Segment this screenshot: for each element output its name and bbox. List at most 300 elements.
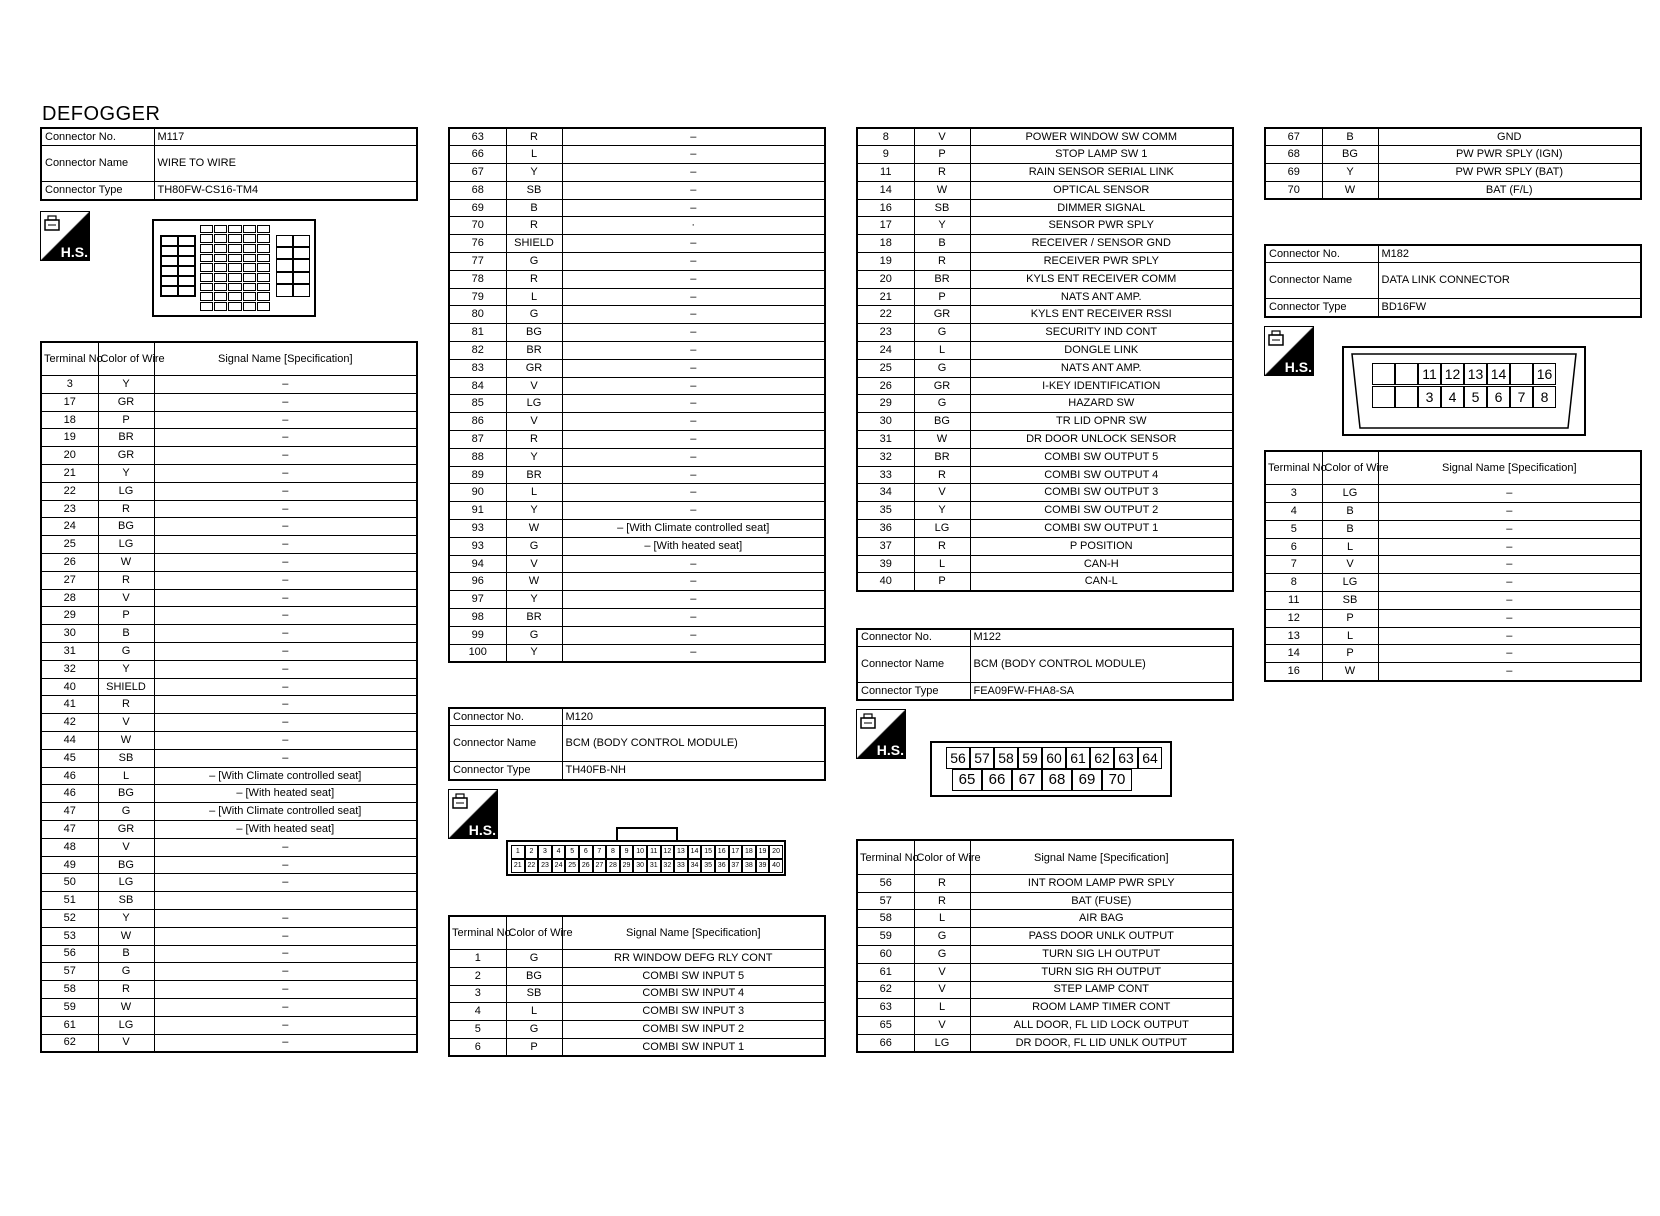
wire-color: V: [506, 413, 562, 431]
column-2: [448, 127, 826, 1057]
connector-pin: 61: [1066, 747, 1090, 769]
table-row: [857, 377, 1233, 395]
signal-name: AIR BAG: [970, 910, 1233, 928]
terminal-no: 50: [41, 874, 98, 892]
signal-name: –: [154, 678, 417, 696]
table-row: [449, 1003, 825, 1021]
table-row: [41, 927, 417, 945]
terminal-no: 34: [857, 484, 914, 502]
wire-color: W: [914, 431, 970, 449]
signal-name: NATS ANT AMP.: [970, 288, 1233, 306]
terminal-no: 57: [857, 892, 914, 910]
table-row: [41, 714, 417, 732]
signal-name: –: [154, 1016, 417, 1034]
table-row: [857, 448, 1233, 466]
connector-pin: 27: [593, 859, 607, 873]
connector-pin: 12: [1441, 363, 1464, 385]
connector-pin: 2: [525, 845, 539, 859]
table-row: [1265, 128, 1641, 146]
wire-color: B: [98, 625, 154, 643]
terminal-no: 5: [449, 1021, 506, 1039]
signal-name: KYLS ENT RECEIVER RSSI: [970, 306, 1233, 324]
wire-color: BR: [914, 448, 970, 466]
table-row: [1265, 556, 1641, 574]
terminal-no: 4: [449, 1003, 506, 1021]
table-row: [449, 270, 825, 288]
terminal-no: 100: [449, 644, 506, 662]
table-row: [41, 429, 417, 447]
table-row: [857, 999, 1233, 1017]
wire-color: SHIELD: [98, 678, 154, 696]
connector-pin: 33: [674, 859, 688, 873]
table-row: [449, 448, 825, 466]
signal-name: –: [562, 644, 825, 662]
connector-pin: 62: [1090, 747, 1114, 769]
connector-pin: 57: [970, 747, 994, 769]
wire-color: BG: [98, 856, 154, 874]
table-row: [857, 874, 1233, 892]
signal-name: –: [1378, 520, 1641, 538]
signal-name: –: [1378, 556, 1641, 574]
terminal-no: 29: [857, 395, 914, 413]
table-row: [1265, 574, 1641, 592]
column-3: [856, 127, 1234, 1053]
table-row: [857, 1017, 1233, 1035]
terminal-no: 47: [41, 803, 98, 821]
terminal-table-m120: [448, 915, 826, 1058]
wire-color: GR: [914, 377, 970, 395]
terminal-no: 14: [857, 181, 914, 199]
table-row: [857, 288, 1233, 306]
connector-diagram-m122: [856, 701, 1234, 839]
table-row: [41, 856, 417, 874]
connector-pin: 65: [952, 769, 982, 791]
terminal-no: 42: [41, 714, 98, 732]
terminal-no: 21: [857, 288, 914, 306]
table-row: [41, 625, 417, 643]
wire-color: W: [1322, 663, 1378, 681]
connector-pin: 11: [1418, 363, 1441, 385]
terminal-no: 57: [41, 963, 98, 981]
table-row: [857, 963, 1233, 981]
harness-side-icon: [448, 789, 498, 839]
column-1: [40, 127, 418, 1053]
signal-name: DR DOOR UNLOCK SENSOR: [970, 431, 1233, 449]
signal-name: DR DOOR, FL LID UNLK OUTPUT: [970, 1034, 1233, 1052]
table-row: [1265, 485, 1641, 503]
table-row: [41, 678, 417, 696]
terminal-no: 9: [857, 146, 914, 164]
table-row: [41, 500, 417, 518]
terminal-no: 24: [857, 342, 914, 360]
signal-name: – [With Climate controlled seat]: [154, 767, 417, 785]
connector-pin: 25: [565, 859, 579, 873]
terminal-no: 84: [449, 377, 506, 395]
wire-color: V: [98, 1034, 154, 1052]
connector-pin: 36: [715, 859, 729, 873]
signal-name: –: [154, 714, 417, 732]
table-row: [41, 803, 417, 821]
terminal-no: 96: [449, 573, 506, 591]
signal-name: –: [154, 447, 417, 465]
wire-color: Y: [98, 910, 154, 928]
terminal-no: 83: [449, 359, 506, 377]
connector-no-label: Connector No.: [1265, 245, 1378, 263]
signal-name: –: [154, 856, 417, 874]
signal-name: STOP LAMP SW 1: [970, 146, 1233, 164]
wire-color: P: [914, 288, 970, 306]
table-row: [41, 749, 417, 767]
m120-latch: [616, 827, 678, 841]
signal-name: –: [1378, 574, 1641, 592]
table-row: [41, 785, 417, 803]
connector-pin: 66: [982, 769, 1012, 791]
table-row: [857, 537, 1233, 555]
table-row: [857, 199, 1233, 217]
wire-color: P: [506, 1038, 562, 1056]
signal-name: –: [562, 128, 825, 146]
wire-color: G: [506, 253, 562, 271]
header-signal: Signal Name [Specification]: [562, 916, 825, 950]
terminal-no: 70: [1265, 181, 1322, 199]
wire-color: R: [506, 128, 562, 146]
connector-pin: 63: [1114, 747, 1138, 769]
wire-color: BG: [506, 324, 562, 342]
wire-color: W: [98, 554, 154, 572]
table-row: [41, 482, 417, 500]
table-row: [41, 892, 417, 910]
connector-pin: 6: [1487, 386, 1510, 408]
wire-color: GR: [98, 393, 154, 411]
wire-color: V: [1322, 556, 1378, 574]
wire-color: BG: [506, 967, 562, 985]
connector-type-value: BD16FW: [1378, 299, 1641, 317]
connector-info-m122: [856, 628, 1234, 702]
wire-color: P: [1322, 645, 1378, 663]
wire-color: L: [1322, 627, 1378, 645]
terminal-no: 65: [857, 1017, 914, 1035]
table-row: [1265, 609, 1641, 627]
connector-pin: 3: [538, 845, 552, 859]
harness-side-icon: [40, 211, 90, 261]
wire-color: W: [914, 181, 970, 199]
signal-name: I-KEY IDENTIFICATION: [970, 377, 1233, 395]
connector-pin: 8: [1533, 386, 1556, 408]
terminal-no: 2: [449, 967, 506, 985]
wire-color: R: [506, 431, 562, 449]
terminal-no: 26: [857, 377, 914, 395]
terminal-no: 3: [41, 376, 98, 394]
connector-pin: 19: [756, 845, 770, 859]
wire-color: B: [1322, 503, 1378, 521]
terminal-no: 24: [41, 518, 98, 536]
table-row: [41, 945, 417, 963]
connector-type-value: TH80FW-CS16-TM4: [154, 182, 417, 200]
terminal-no: 32: [857, 448, 914, 466]
terminal-no: 89: [449, 466, 506, 484]
signal-name: – [With heated seat]: [154, 785, 417, 803]
signal-name: –: [562, 484, 825, 502]
table-row: [857, 324, 1233, 342]
terminal-no: 79: [449, 288, 506, 306]
signal-name: –: [1378, 592, 1641, 610]
wire-color: G: [506, 1021, 562, 1039]
hs-label: H.S.: [468, 821, 496, 838]
terminal-no: 88: [449, 448, 506, 466]
signal-name: –: [562, 235, 825, 253]
signal-name: –: [154, 1034, 417, 1052]
wire-color: G: [506, 306, 562, 324]
connector-no-value: M182: [1378, 245, 1641, 263]
signal-name: BAT (F/L): [1378, 181, 1641, 199]
page-title: DEFOGGER: [42, 103, 161, 125]
signal-name: RR WINDOW DEFG RLY CONT: [562, 950, 825, 968]
signal-name: –: [154, 411, 417, 429]
connector-name-value: WIRE TO WIRE: [154, 146, 417, 182]
terminal-no: 30: [857, 413, 914, 431]
hs-label: H.S.: [60, 243, 88, 260]
terminal-no: 18: [41, 411, 98, 429]
wire-color: G: [506, 537, 562, 555]
connector-pin: 37: [729, 859, 743, 873]
table-row: [41, 465, 417, 483]
terminal-no: 29: [41, 607, 98, 625]
wire-color: R: [98, 571, 154, 589]
connector-pin: 17: [729, 845, 743, 859]
terminal-no: 14: [1265, 645, 1322, 663]
terminal-no: 60: [857, 946, 914, 964]
terminal-no: 31: [857, 431, 914, 449]
terminal-no: 67: [1265, 128, 1322, 146]
table-row: [41, 554, 417, 572]
wire-color: V: [506, 377, 562, 395]
table-row: [41, 874, 417, 892]
signal-name: GND: [1378, 128, 1641, 146]
table-row: [41, 696, 417, 714]
signal-name: TURN SIG RH OUTPUT: [970, 963, 1233, 981]
table-row: [857, 164, 1233, 182]
connector-pin: 9: [620, 845, 634, 859]
signal-name: COMBI SW INPUT 1: [562, 1038, 825, 1056]
signal-name: –: [154, 482, 417, 500]
terminal-no: 19: [857, 253, 914, 271]
signal-name: BAT (FUSE): [970, 892, 1233, 910]
connector-pin: [1395, 363, 1418, 385]
wire-color: G: [914, 395, 970, 413]
table-row: [449, 128, 825, 146]
connector-type-label: Connector Type: [1265, 299, 1378, 317]
table-row: [449, 164, 825, 182]
terminal-no: 27: [41, 571, 98, 589]
terminal-no: 6: [449, 1038, 506, 1056]
signal-name: –: [562, 359, 825, 377]
terminal-no: 28: [41, 589, 98, 607]
wire-color: R: [506, 217, 562, 235]
wire-color: L: [98, 767, 154, 785]
connector-pin: 8: [606, 845, 620, 859]
header-color: Color of Wire: [506, 916, 562, 950]
wire-color: Y: [506, 591, 562, 609]
table-row: [857, 181, 1233, 199]
signal-name: – [With Climate controlled seat]: [562, 520, 825, 538]
wire-color: Y: [506, 448, 562, 466]
signal-name: –: [1378, 627, 1641, 645]
connector-name-value: BCM (BODY CONTROL MODULE): [562, 726, 825, 762]
table-row: [449, 1038, 825, 1056]
table-row: [41, 660, 417, 678]
signal-name: [154, 892, 417, 910]
terminal-no: 12: [1265, 609, 1322, 627]
signal-name: –: [562, 395, 825, 413]
table-row: [41, 589, 417, 607]
table-row: [449, 324, 825, 342]
signal-name: –: [154, 749, 417, 767]
signal-name: –: [154, 500, 417, 518]
connector-pin: 34: [688, 859, 702, 873]
table-row: [449, 431, 825, 449]
terminal-no: 68: [1265, 146, 1322, 164]
header-signal: Signal Name [Specification]: [154, 342, 417, 376]
table-row: [857, 928, 1233, 946]
terminal-no: 58: [41, 981, 98, 999]
table-row: [1265, 538, 1641, 556]
table-row: [857, 910, 1233, 928]
table-row: [41, 571, 417, 589]
signal-name: ROOM LAMP TIMER CONT: [970, 999, 1233, 1017]
connector-name-value: DATA LINK CONNECTOR: [1378, 263, 1641, 299]
terminal-no: 53: [41, 927, 98, 945]
signal-name: –: [1378, 663, 1641, 681]
terminal-no: 91: [449, 502, 506, 520]
table-row: [857, 359, 1233, 377]
signal-name: PW PWR SPLY (BAT): [1378, 164, 1641, 182]
wire-color: G: [914, 324, 970, 342]
table-row: [857, 946, 1233, 964]
signal-name: TURN SIG LH OUTPUT: [970, 946, 1233, 964]
terminal-table-m117: [40, 341, 418, 1053]
signal-name: COMBI SW OUTPUT 3: [970, 484, 1233, 502]
terminal-no: 36: [857, 520, 914, 538]
terminal-no: 26: [41, 554, 98, 572]
connector-pin: 60: [1042, 747, 1066, 769]
table-row: [449, 591, 825, 609]
table-row: [449, 253, 825, 271]
signal-name: –: [154, 518, 417, 536]
wire-color: BG: [1322, 146, 1378, 164]
table-row: [41, 981, 417, 999]
connector-pin: 5: [565, 845, 579, 859]
wire-color: BR: [506, 466, 562, 484]
wire-color: V: [98, 714, 154, 732]
table-row: [449, 555, 825, 573]
wire-color: GR: [98, 447, 154, 465]
table-row: [449, 520, 825, 538]
connector-pin: 21: [511, 859, 525, 873]
wire-color: B: [914, 235, 970, 253]
signal-name: SECURITY IND CONT: [970, 324, 1233, 342]
connector-pin: 14: [1487, 363, 1510, 385]
signal-name: –: [154, 963, 417, 981]
signal-name: COMBI SW OUTPUT 4: [970, 466, 1233, 484]
signal-name: HAZARD SW: [970, 395, 1233, 413]
connector-type-label: Connector Type: [857, 683, 970, 701]
terminal-no: 63: [449, 128, 506, 146]
signal-name: ALL DOOR, FL LID LOCK OUTPUT: [970, 1017, 1233, 1035]
connector-pin: 16: [1533, 363, 1556, 385]
terminal-no: 47: [41, 821, 98, 839]
table-row: [41, 447, 417, 465]
wire-color: V: [98, 589, 154, 607]
connector-pin: 10: [633, 845, 647, 859]
table-row: [449, 413, 825, 431]
terminal-no: 52: [41, 910, 98, 928]
wire-color: BG: [98, 785, 154, 803]
signal-name: –: [154, 625, 417, 643]
wire-color: B: [1322, 128, 1378, 146]
wire-color: L: [914, 999, 970, 1017]
terminal-no: 85: [449, 395, 506, 413]
terminal-no: 70: [449, 217, 506, 235]
table-row: [857, 484, 1233, 502]
wire-color: LG: [914, 520, 970, 538]
terminal-no: 7: [1265, 556, 1322, 574]
signal-name: –: [562, 591, 825, 609]
table-row: [857, 466, 1233, 484]
wire-color: G: [914, 946, 970, 964]
harness-side-icon: [1264, 326, 1314, 376]
terminal-no: 59: [41, 998, 98, 1016]
signal-name: COMBI SW INPUT 4: [562, 985, 825, 1003]
terminal-no: 51: [41, 892, 98, 910]
wire-color: R: [98, 696, 154, 714]
signal-name: –: [154, 838, 417, 856]
terminal-no: 23: [857, 324, 914, 342]
terminal-no: 68: [449, 181, 506, 199]
connector-pin: 56: [946, 747, 970, 769]
table-row: [857, 413, 1233, 431]
signal-name: COMBI SW INPUT 5: [562, 967, 825, 985]
signal-name: STEP LAMP CONT: [970, 981, 1233, 999]
wire-color: SB: [98, 749, 154, 767]
connector-pin: [1395, 386, 1418, 408]
terminal-no: 81: [449, 324, 506, 342]
signal-name: P POSITION: [970, 537, 1233, 555]
signal-name: DIMMER SIGNAL: [970, 199, 1233, 217]
terminal-no: 69: [1265, 164, 1322, 182]
signal-name: –: [154, 945, 417, 963]
table-row: [1265, 645, 1641, 663]
connector-pin: 3: [1418, 386, 1441, 408]
wire-color: B: [98, 945, 154, 963]
wire-color: W: [98, 732, 154, 750]
m117-right-block: [276, 235, 310, 297]
terminal-no: 31: [41, 643, 98, 661]
connector-pin: 24: [552, 859, 566, 873]
wire-color: BR: [506, 609, 562, 627]
terminal-no: 25: [857, 359, 914, 377]
wire-color: P: [1322, 609, 1378, 627]
terminal-no: 59: [857, 928, 914, 946]
wire-color: Y: [914, 502, 970, 520]
table-row: [41, 821, 417, 839]
connector-pin: 5: [1464, 386, 1487, 408]
wire-color: Y: [98, 465, 154, 483]
wire-color: L: [506, 146, 562, 164]
signal-name: –: [154, 927, 417, 945]
signal-name: –: [154, 571, 417, 589]
terminal-no: 99: [449, 626, 506, 644]
connector-name-label: Connector Name: [1265, 263, 1378, 299]
